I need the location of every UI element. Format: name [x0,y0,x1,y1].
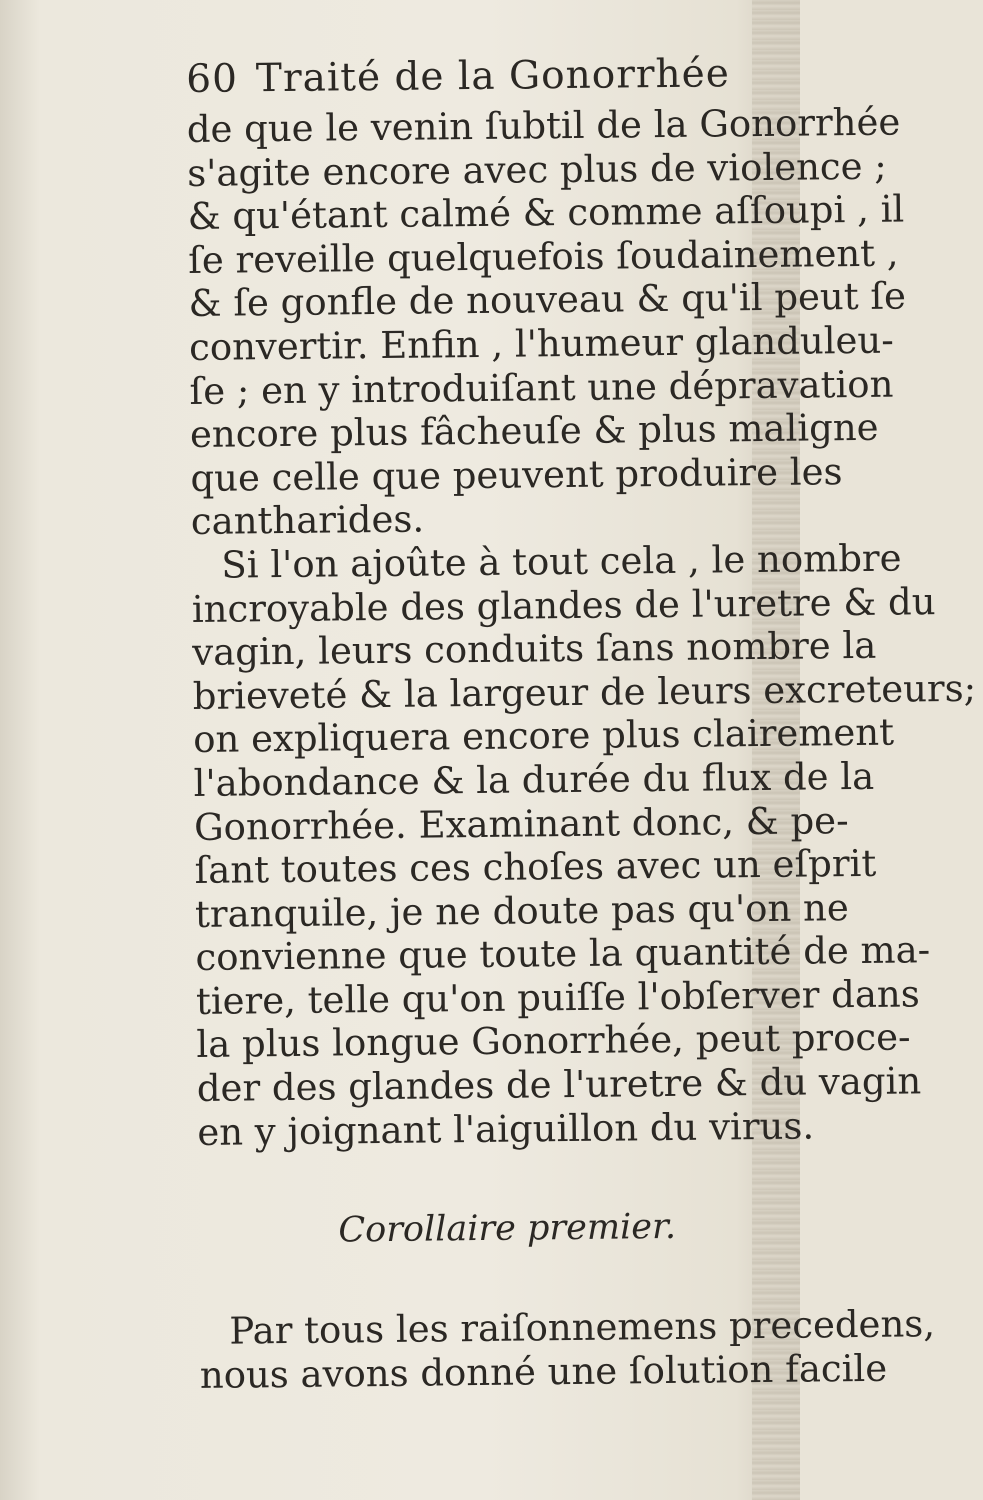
text-line: incroyable des glandes de l'uretre & du [191,579,936,631]
text-line: l'abondance & la durée du flux de la [193,754,875,805]
text-line: der des glandes de l'uretre & du vagin [196,1059,922,1111]
text-line: tiere, telle qu'on puiſſe l'obſerver dans [195,972,920,1023]
text-line: Par tous les raiſonnemens precedens, [229,1302,936,1353]
text-line: brieveté & la largeur de leurs excreteurs; [192,666,977,718]
section-gap [198,1148,788,1202]
text-line: ſe reveille quelquefois ſoudainement , [187,231,899,282]
running-title: Traité de la Gonorrhée [255,51,731,102]
text-line: nous avons donné une ſolution facile [199,1346,888,1397]
text-line: ſant toutes ces choſes avec un eſprit [194,841,877,893]
text-line: encore plus fâcheuſe & plus maligne [189,405,879,457]
text-line: en y joignant l'aiguillon du virus. [197,1104,815,1154]
page-text-block [186,46,977,1398]
text-line: & ſe gonfle de nouveau & qu'il peut ſe [188,274,907,326]
text-line: cantharides. [190,497,425,544]
text-line: ſe ; en y introduiſant une dépravation [189,362,894,413]
paragraph-1 [186,100,907,544]
text-line: s'agite encore avec plus de violence ; [187,144,887,195]
text-line: de que le venin ſubtil de la Gonorrhée [186,100,901,151]
text-line: vagin, leurs conduits ſans nombre la [192,623,877,675]
page-number: 60 [186,56,239,102]
running-header [186,46,777,108]
paragraph-2 [191,536,977,1154]
text-line: la plus longue Gonorrhée, peut proce- [196,1015,911,1067]
text-line: convertir. Enfin , l'humeur glanduleu- [188,318,894,369]
text-line: Si l'on ajoûte à tout cela , le nombre [221,536,902,587]
section-gap [199,1256,789,1310]
text-line: convienne que toute la quantité de ma- [195,928,931,980]
text-line: que celle que peuvent produire les [190,449,843,500]
text-line: Gonorrhée. Examinant donc, & pe- [193,798,849,849]
text-line: on expliquera encore plus clairement [192,710,895,762]
section-title: Corollaire premier. [338,1207,677,1251]
text-line: tranquile, je ne doute pas qu'on ne [194,885,849,936]
paragraph-3 [199,1302,936,1397]
text-line: & qu'étant calmé & comme aſſoupi , il [187,187,905,239]
